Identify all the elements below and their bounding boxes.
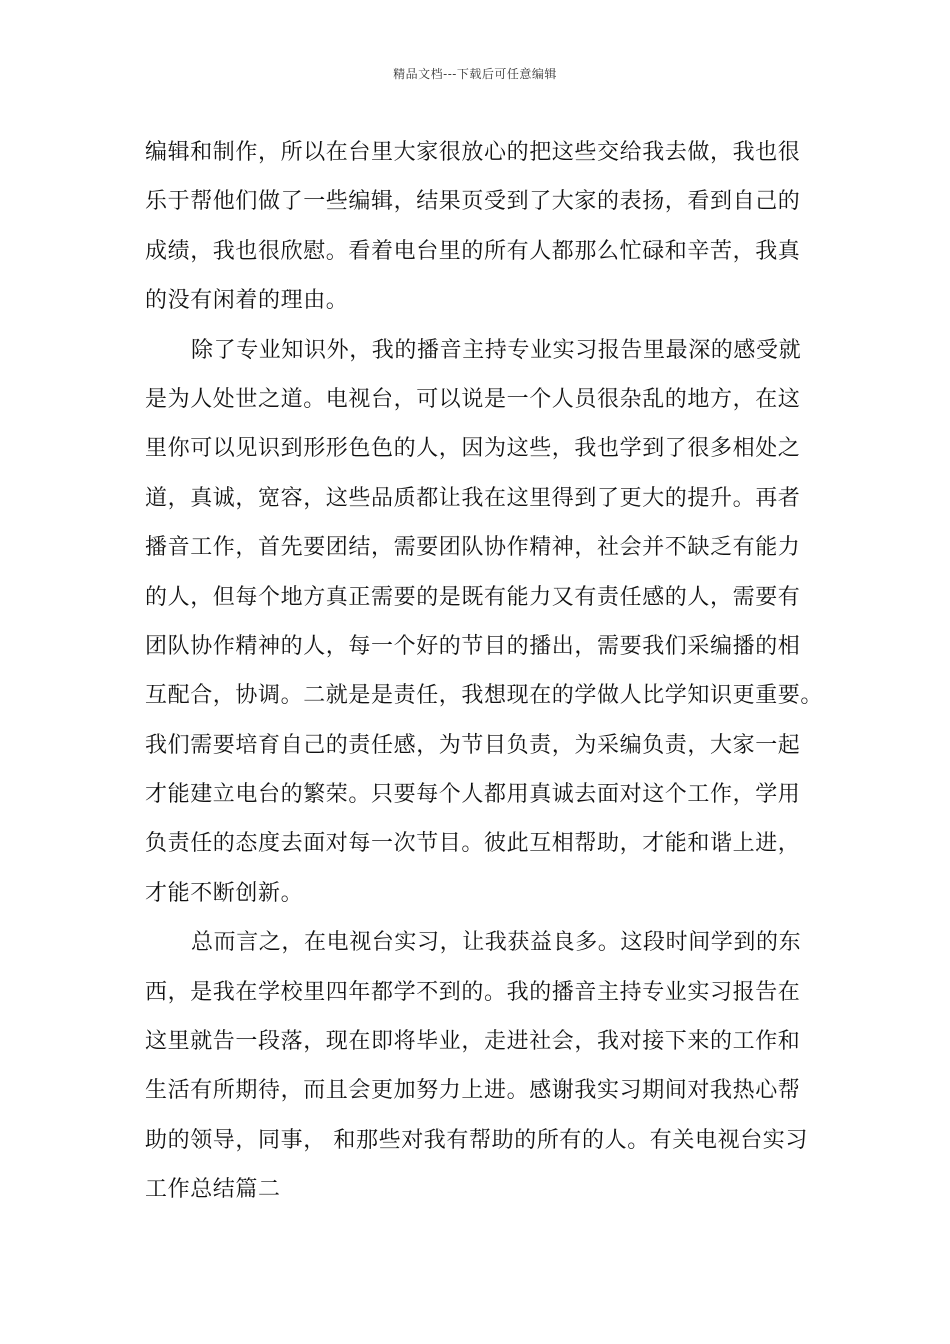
paragraph-first-line: 除了专业知识外，我的播音主持专业实习报告里最深的感受就: [191, 337, 802, 363]
text-line: 编辑和制作，所以在台里大家很放心的把这些交给我去做，我也很: [145, 140, 801, 165]
text-line: 的人，但每个地方真正需要的是既有能力又有责任感的人，需要有: [145, 584, 801, 610]
text-line: 互配合，协调。二就是是责任，我想现在的学做人比学知识更重要。: [145, 683, 824, 709]
text-line: 团队协作精神的人，每一个好的节目的播出，需要我们采编播的相: [145, 633, 801, 659]
text-line: 西，是我在学校里四年都学不到的。我的播音主持专业实习报告在: [145, 979, 801, 1005]
text-line: 道，真诚，宽容，这些品质都让我在这里得到了更大的提升。再者: [145, 485, 801, 511]
page-header: 精品文档---下载后可任意编辑: [393, 67, 557, 81]
text-line: 才能不断创新。: [145, 880, 304, 906]
text-line: 负责任的态度去面对每一次节目。彼此互相帮助，才能和谐上进，: [145, 831, 801, 857]
text-line: 生活有所期待，而且会更加努力上进。感谢我实习期间对我热心帮: [145, 1078, 801, 1104]
text-line: 的没有闲着的理由。: [145, 288, 349, 314]
text-line: 我们需要培育自己的责任感，为节目负责，为采编负责，大家一起: [145, 732, 801, 758]
text-line: 才能建立电台的繁荣。只要每个人都用真诚去面对这个工作，学用: [145, 782, 801, 808]
text-line: 里你可以见识到形形色色的人，因为这些，我也学到了很多相处之: [145, 436, 801, 462]
text-line: 播音工作，首先要团结，需要团队协作精神，社会并不缺乏有能力: [145, 535, 801, 561]
text-line: 成绩，我也很欣慰。看着电台里的所有人都那么忙碌和辛苦，我真: [145, 238, 801, 264]
text-line: 是为人处世之道。电视台，可以说是一个人员很杂乱的地方，在这: [145, 386, 801, 412]
text-line: 乐于帮他们做了一些编辑，结果页受到了大家的表扬，看到自己的: [145, 189, 801, 215]
document-body: [145, 128, 825, 1215]
paragraph-first-line: 总而言之，在电视台实习，让我获益良多。这段时间学到的东: [191, 930, 802, 956]
text-line: 工作总结篇二: [145, 1177, 281, 1203]
text-line: 这里就告一段落，现在即将毕业，走进社会，我对接下来的工作和: [145, 1029, 801, 1055]
text-line: 助的领导，同事， 和那些对我有帮助的所有的人。有关电视台实习: [145, 1127, 808, 1153]
